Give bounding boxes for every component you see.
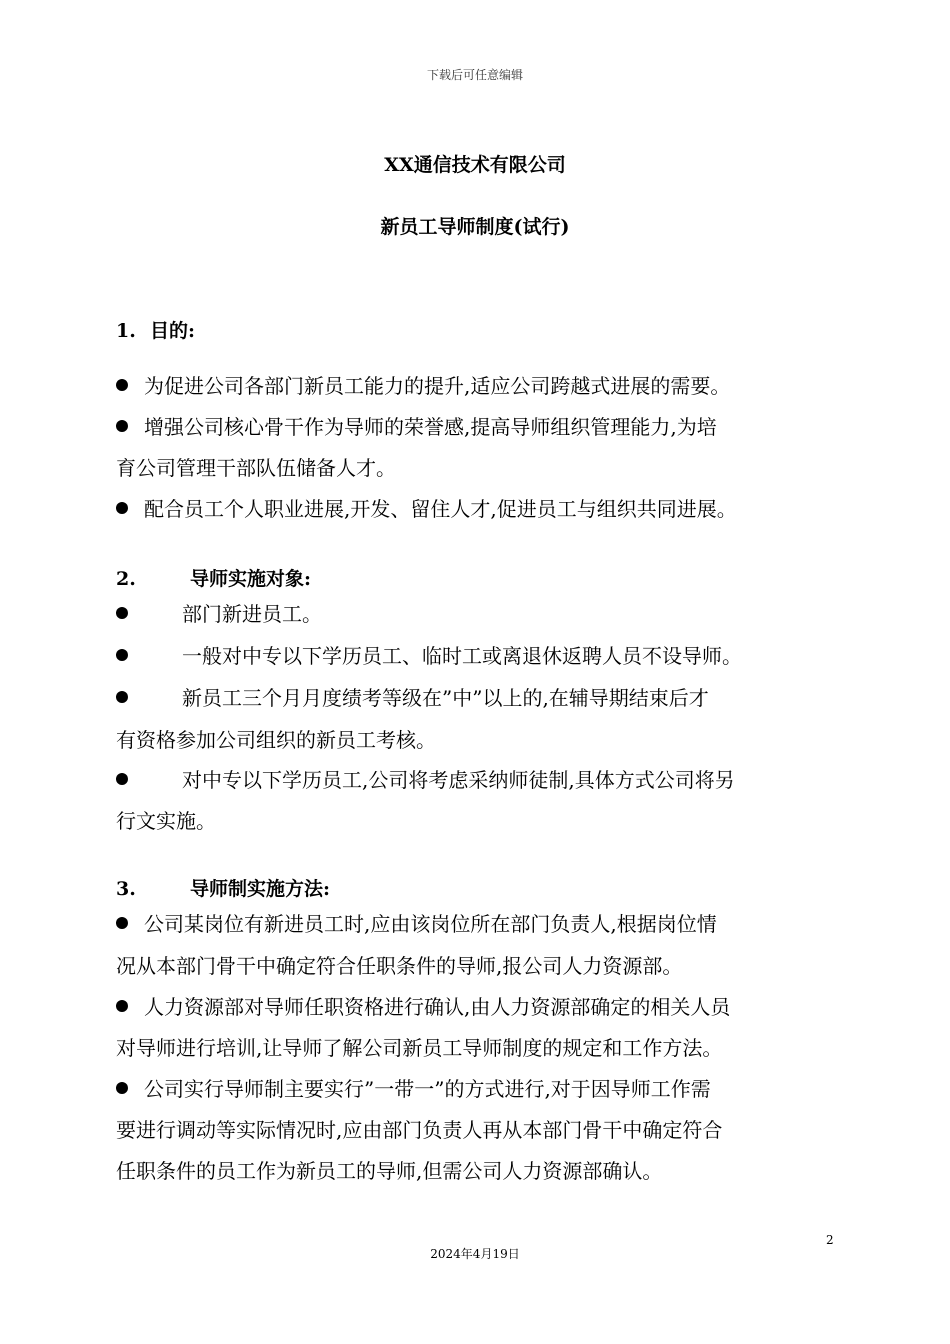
bullet-icon [116,773,128,785]
page-header: 下载后可任意编辑 [426,68,523,82]
bullet-icon [116,691,128,703]
section-2-title: 导师实施对象: [190,568,312,590]
list-item [116,495,840,523]
section-1-number: 1. [116,320,136,342]
list-item-text: 公司某岗位有新进员工时,应由该岗位所在部门负责人,根据岗位情 [144,912,717,936]
list-item [116,993,840,1021]
list-item-continuation: 育公司管理干部队伍储备人才。 [116,456,396,480]
list-item-text: 新员工三个月月度绩考等级在”中”以上的,在辅导期结束后才 [182,686,709,710]
list-item-text: 一般对中专以下学历员工、临时工或离退休返聘人员不设导师。 [182,644,742,668]
list-item-text: 部门新进员工。 [182,602,322,626]
section-3-number: 3. [116,878,136,900]
list-item-continuation: 有资格参加公司组织的新员工考核。 [116,728,436,752]
list-item-continuation: 况从本部门骨干中确定符合任职条件的导师,报公司人力资源部。 [116,954,683,978]
bullet-icon [116,649,128,661]
list-item [116,684,840,712]
bullet-icon [116,502,128,514]
list-item-continuation: 行文实施。 [116,809,216,833]
page-footer-date: 2024年4月19日 [430,1247,520,1261]
list-item [116,642,840,670]
list-item-text: 配合员工个人职业进展,开发、留住人才,促进员工与组织共同进展。 [144,497,737,521]
bullet-icon [116,420,128,432]
page-number: 2 [826,1233,834,1247]
list-item-text: 为促进公司各部门新员工能力的提升,适应公司跨越式进展的需要。 [144,374,731,398]
bullet-icon [116,379,128,391]
section-1-title: 目的: [150,320,196,342]
section-3-title: 导师制实施方法: [190,878,331,900]
list-item [116,372,840,400]
list-item [116,766,840,794]
list-item [116,1075,840,1103]
list-item-text: 对中专以下学历员工,公司将考虑采纳师徒制,具体方式公司将另 [182,768,735,792]
list-item-text: 公司实行导师制主要实行”一带一”的方式进行,对于因导师工作需 [144,1077,711,1101]
section-2-heading [116,564,311,591]
list-item-continuation: 要进行调动等实际情况时,应由部门负责人再从本部门骨干中确定符合 [116,1118,723,1142]
list-item [116,910,840,938]
list-item-continuation: 对导师进行培训,让导师了解公司新员工导师制度的规定和工作方法。 [116,1036,723,1060]
bullet-icon [116,607,128,619]
list-item-continuation: 任职条件的员工作为新员工的导师,但需公司人力资源部确认。 [116,1159,663,1183]
section-3-heading [116,874,330,901]
section-2-number: 2. [116,568,136,590]
bullet-icon [116,1082,128,1094]
list-item [116,600,840,628]
company-name: XX通信技术有限公司 [384,154,566,176]
document-title: 新员工导师制度(试行) [380,216,570,238]
section-1-heading [116,316,195,343]
list-item-text: 人力资源部对导师任职资格进行确认,由人力资源部确定的相关人员 [144,995,731,1019]
bullet-icon [116,1000,128,1012]
bullet-icon [116,917,128,929]
list-item-text: 增强公司核心骨干作为导师的荣誉感,提高导师组织管理能力,为培 [144,415,717,439]
list-item [116,413,840,441]
